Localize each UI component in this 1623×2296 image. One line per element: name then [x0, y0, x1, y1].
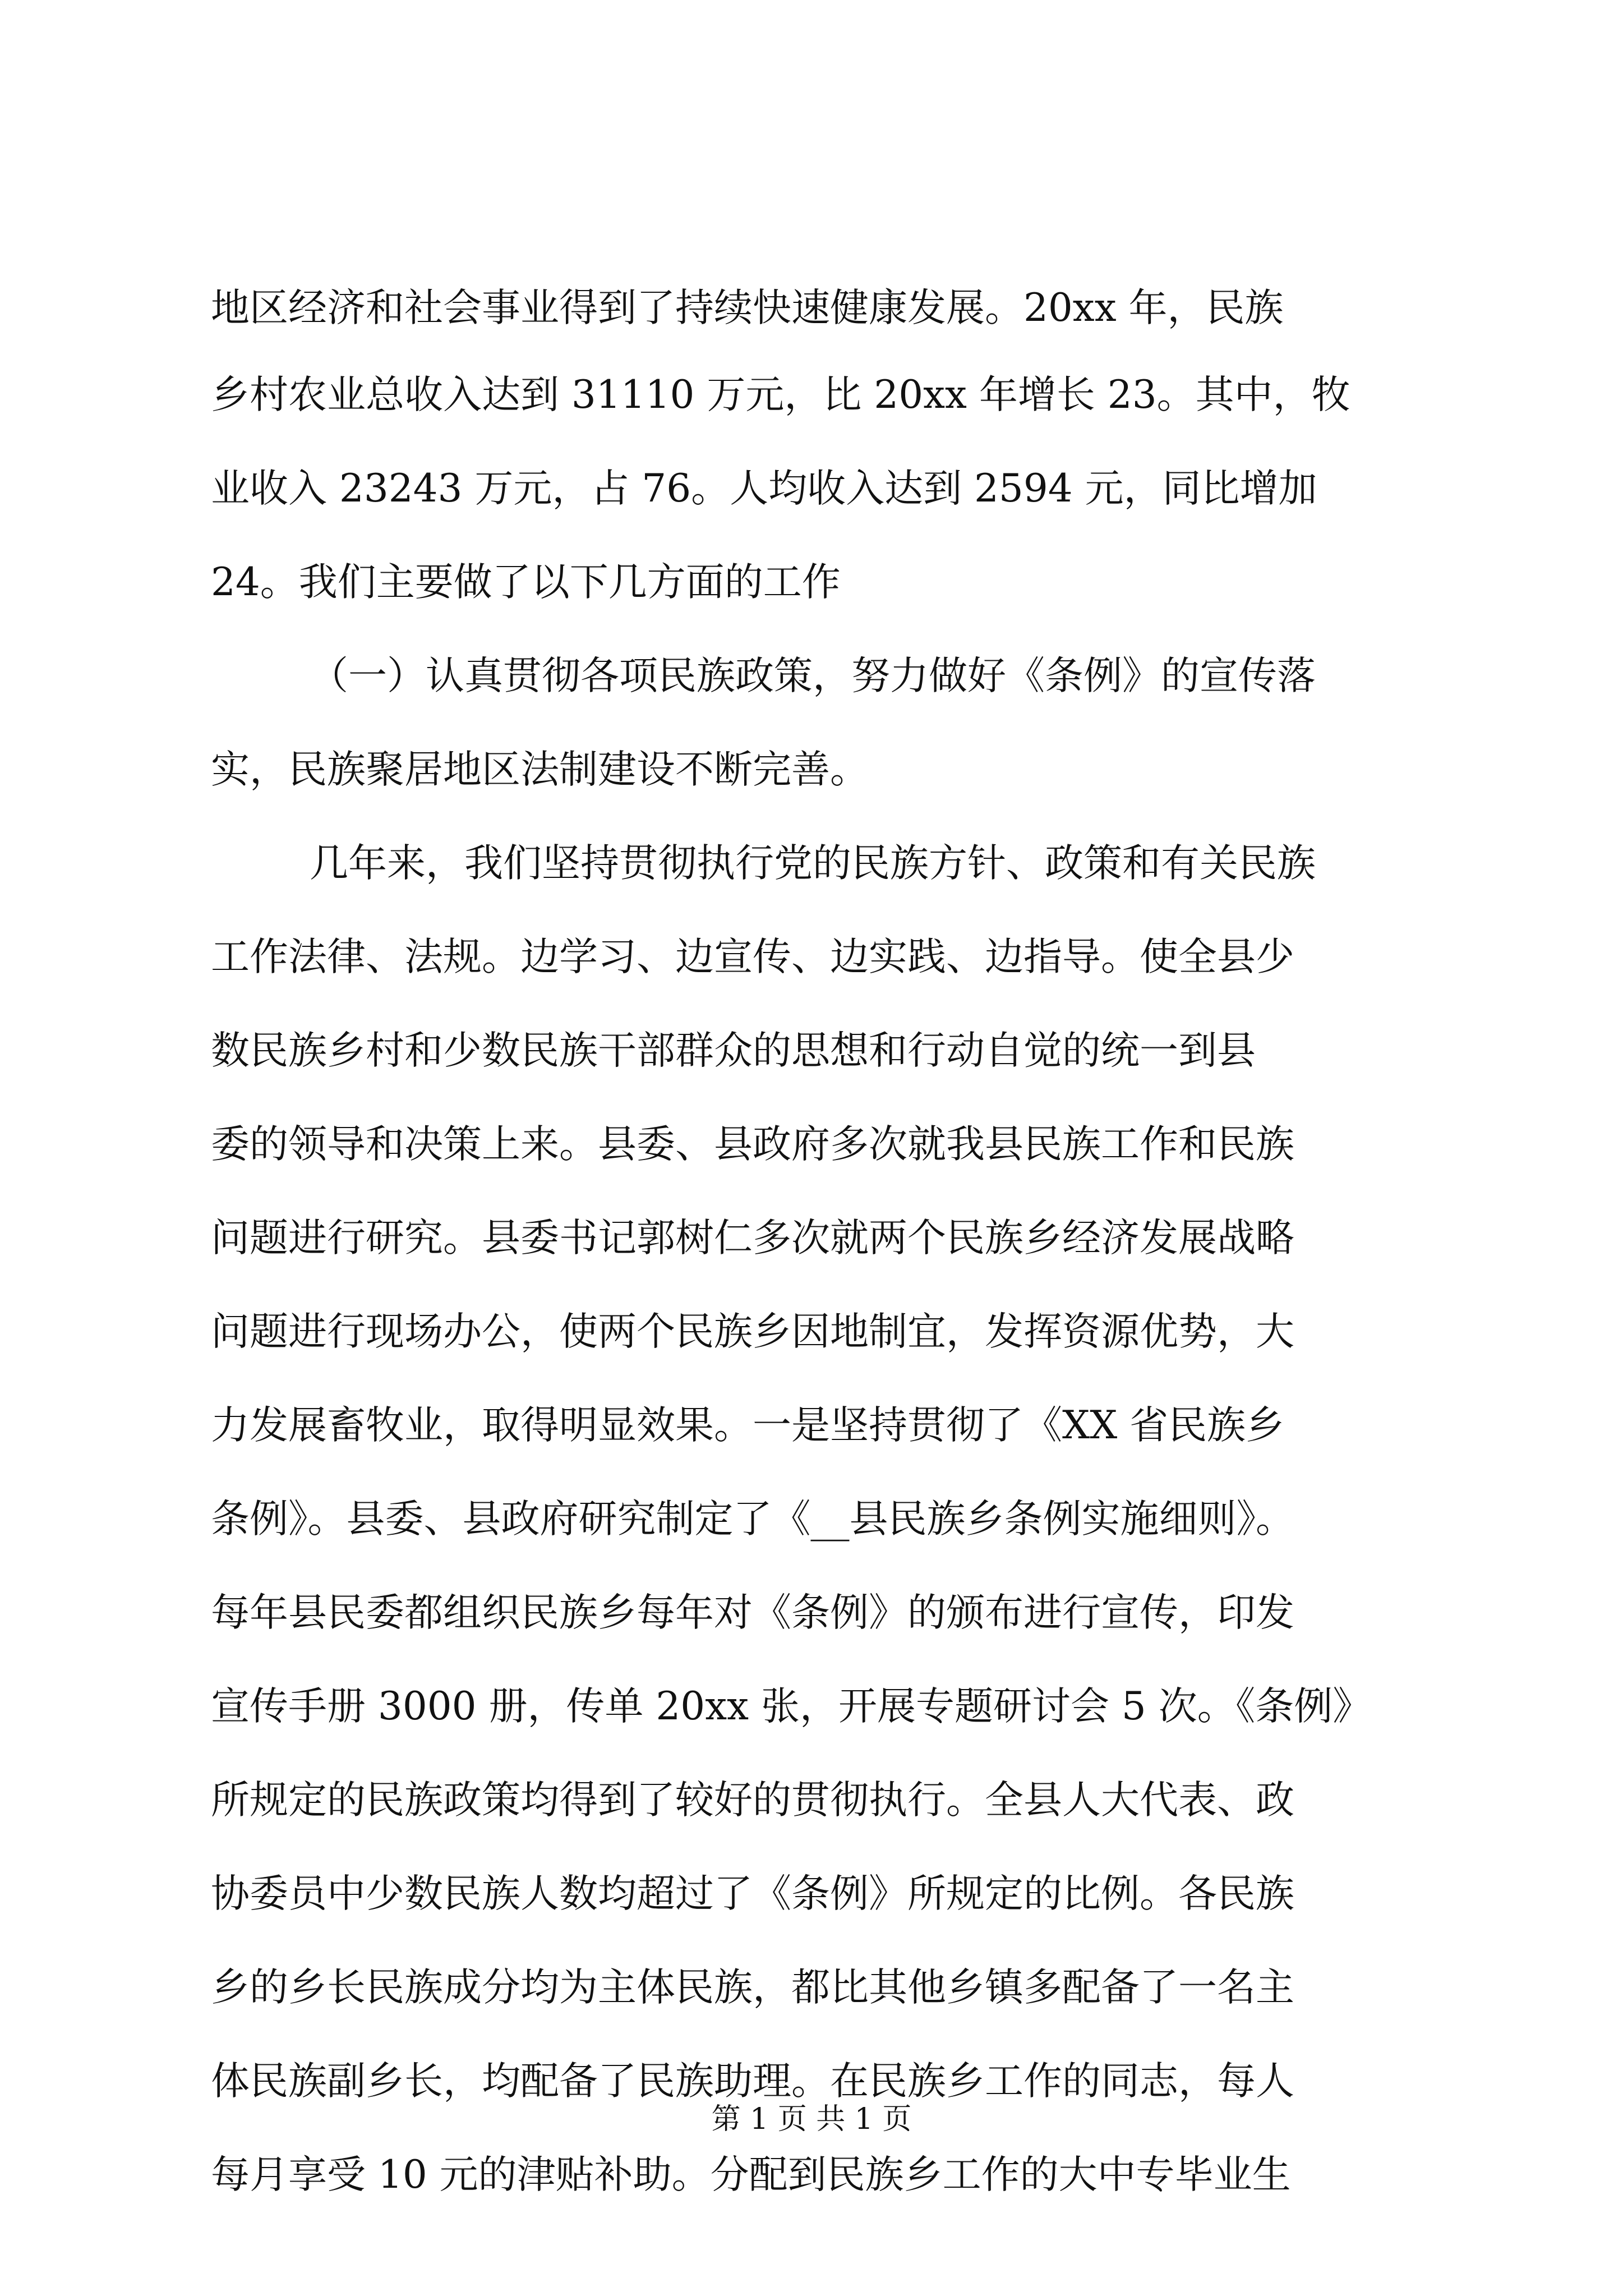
page-number-label: 第 1 页 共 1 页 [711, 2102, 912, 2136]
body-line: 乡村农业总收入达到 31110 万元，比 20xx 年增长 23。其中，牧 [211, 372, 1350, 417]
body-line: 每月享受 10 元的津贴补助。分配到民族乡工作的大中专毕业生 [211, 2152, 1291, 2197]
body-line: 问题进行现场办公，使两个民族乡因地制宜，发挥资源优势，大 [211, 1309, 1294, 1354]
body-line: 委的领导和决策上来。县委、县政府多次就我县民族工作和民族 [211, 1122, 1294, 1167]
body-line: 体民族副乡长，均配备了民族助理。在民族乡工作的同志，每人 [211, 2059, 1294, 2104]
section-heading-line: 实，民族聚居地区法制建设不断完善。 [211, 747, 869, 792]
body-line: 工作法律、法规。边学习、边宣传、边实践、边指导。使全县少 [211, 935, 1294, 979]
section-heading-line: （一）认真贯彻各项民族政策，努力做好《条例》的宣传落 [310, 654, 1316, 698]
body-line: 数民族乡村和少数民族干部群众的思想和行动自觉的统一到县 [211, 1028, 1256, 1073]
body-line: 力发展畜牧业，取得明显效果。一是坚持贯彻了《XX 省民族乡 [211, 1403, 1285, 1448]
body-line: 地区经济和社会事业得到了持续快速健康发展。20xx 年，民族 [211, 286, 1284, 330]
body-line: 业收入 23243 万元，占 76。人均收入达到 2594 元，同比增加 [211, 466, 1317, 511]
body-line: 所规定的民族政策均得到了较好的贯彻执行。全县人大代表、政 [211, 1778, 1294, 1823]
body-line: 条例》。县委、县政府研究制定了《__县民族乡条例实施细则》。 [211, 1497, 1294, 1542]
body-line: 每年县民委都组织民族乡每年对《条例》的颁布进行宣传，印发 [211, 1590, 1294, 1635]
body-line: 协委员中少数民族人数均超过了《条例》所规定的比例。各民族 [211, 1871, 1294, 1916]
body-line: 乡的乡长民族成分均为主体民族，都比其他乡镇多配备了一名主 [211, 1965, 1294, 2010]
document-body [211, 268, 1422, 2222]
body-line: 几年来，我们坚持贯彻执行党的民族方针、政策和有关民族 [310, 841, 1316, 886]
body-line: 宣传手册 3000 册，传单 20xx 张，开展专题研讨会 5 次。《条例》 [211, 1684, 1372, 1729]
page-footer [0, 2097, 1623, 2142]
body-line: 问题进行研究。县委书记郭树仁多次就两个民族乡经济发展战略 [211, 1216, 1294, 1260]
body-line: 24。我们主要做了以下几方面的工作 [211, 560, 841, 605]
